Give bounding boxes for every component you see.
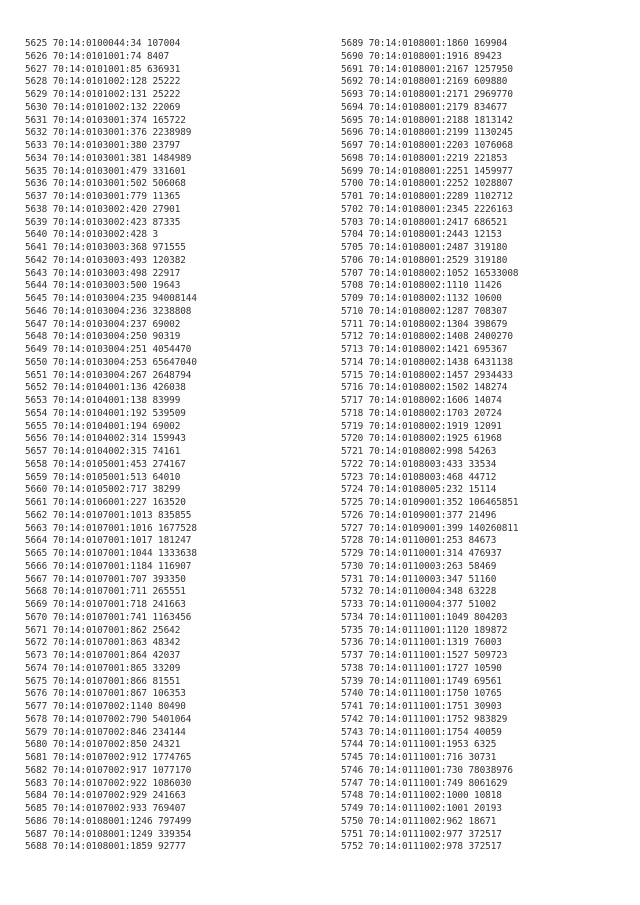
record-row: 5752 70:14:0111002:978 372517 <box>341 841 502 853</box>
record-row: 5674 70:14:0107001:865 33209 <box>25 662 181 674</box>
record-row: 5665 70:14:0107001:1044 1333638 <box>25 548 197 559</box>
record-row: 5698 70:14:0108001:2219 221853 <box>341 152 508 164</box>
record-row: 5712 70:14:0108002:1408 2400270 <box>341 331 513 343</box>
record-row: 5671 70:14:0107001:862 25642 <box>25 624 181 636</box>
record-row: 5630 70:14:0101002:132 22069 <box>25 101 181 113</box>
record-row: 5656 70:14:0104002:314 159943 <box>25 433 186 445</box>
record-row: 5688 70:14:0108001:1859 92777 <box>25 841 186 853</box>
record-row: 5668 70:14:0107001:711 265551 <box>25 586 186 598</box>
record-row: 5713 70:14:0108002:1421 695367 <box>341 344 508 355</box>
record-row: 5750 70:14:0111002:962 18671 <box>341 815 497 827</box>
record-row: 5627 70:14:0101001:85 636931 <box>25 63 181 75</box>
record-row: 5707 70:14:0108002:1052 16533008 <box>341 267 519 279</box>
record-row: 5628 70:14:0101002:128 25222 <box>25 76 181 88</box>
record-row: 5717 70:14:0108002:1606 14074 <box>341 395 502 406</box>
record-row: 5650 70:14:0103004:253 65647040 <box>25 356 197 368</box>
record-row: 5679 70:14:0107002:846 234144 <box>25 726 186 738</box>
record-row: 5715 70:14:0108002:1457 2934433 <box>341 369 513 381</box>
record-row: 5685 70:14:0107002:933 769407 <box>25 803 186 814</box>
record-row: 5677 70:14:0107002:1140 80490 <box>25 701 186 712</box>
record-row: 5639 70:14:0103002:423 87335 <box>25 216 181 228</box>
record-row: 5651 70:14:0103004:267 2648794 <box>25 369 192 381</box>
record-row: 5641 70:14:0103003:368 971555 <box>25 242 186 253</box>
record-row: 5723 70:14:0108003:468 44712 <box>341 471 497 483</box>
record-row: 5635 70:14:0103001:479 331601 <box>25 165 186 177</box>
record-row: 5730 70:14:0110003:263 58469 <box>341 560 497 572</box>
record-row: 5633 70:14:0103001:380 23797 <box>25 140 181 151</box>
record-row: 5673 70:14:0107001:864 42037 <box>25 650 181 661</box>
record-row: 5670 70:14:0107001:741 1163456 <box>25 611 192 623</box>
record-row: 5693 70:14:0108001:2171 2969770 <box>341 89 513 100</box>
record-row: 5653 70:14:0104001:138 83999 <box>25 395 181 406</box>
record-row: 5657 70:14:0104002:315 74161 <box>25 446 181 457</box>
record-row: 5667 70:14:0107001:707 393350 <box>25 573 186 585</box>
record-row: 5664 70:14:0107001:1017 181247 <box>25 535 192 547</box>
record-row: 5695 70:14:0108001:2188 1813142 <box>341 114 513 126</box>
record-row: 5719 70:14:0108002:1919 12091 <box>341 420 502 432</box>
record-row: 5675 70:14:0107001:866 81551 <box>25 675 181 687</box>
record-row: 5691 70:14:0108001:2167 1257950 <box>341 63 513 75</box>
record-row: 5676 70:14:0107001:867 106353 <box>25 688 186 700</box>
record-row: 5751 70:14:0111002:977 372517 <box>341 828 502 840</box>
record-row: 5725 70:14:0109001:352 106465851 <box>341 497 519 508</box>
record-row: 5660 70:14:0105002:717 38299 <box>25 484 181 496</box>
record-row: 5742 70:14:0111001:1752 983829 <box>341 713 508 725</box>
record-row: 5661 70:14:0106001:227 163520 <box>25 497 186 508</box>
record-row: 5744 70:14:0111001:1953 6325 <box>341 739 497 751</box>
record-row: 5662 70:14:0107001:1013 835855 <box>25 509 192 521</box>
record-row: 5632 70:14:0103001:376 2238989 <box>25 127 192 139</box>
record-row: 5684 70:14:0107002:929 241663 <box>25 790 186 802</box>
record-row: 5649 70:14:0103004:251 4054470 <box>25 344 192 355</box>
record-row: 5737 70:14:0111001:1527 509723 <box>341 650 508 661</box>
record-row: 5683 70:14:0107002:922 1086030 <box>25 777 192 789</box>
record-row: 5709 70:14:0108002:1132 10600 <box>341 293 502 304</box>
record-row: 5648 70:14:0103004:250 90319 <box>25 331 181 343</box>
record-row: 5747 70:14:0111001:749 8061629 <box>341 777 508 789</box>
record-row: 5733 70:14:0110004:377 51002 <box>341 599 497 610</box>
record-row: 5711 70:14:0108002:1304 398679 <box>341 318 508 330</box>
record-row: 5634 70:14:0103001:381 1484989 <box>25 152 192 164</box>
record-row: 5722 70:14:0108003:433 33534 <box>341 458 497 470</box>
record-row: 5720 70:14:0108002:1925 61968 <box>341 433 502 445</box>
record-row: 5640 70:14:0103002:428 3 <box>25 229 159 241</box>
record-row: 5655 70:14:0104001:194 69002 <box>25 420 181 432</box>
record-row: 5726 70:14:0109001:377 21496 <box>341 509 497 521</box>
record-row: 5704 70:14:0108001:2443 12153 <box>341 229 502 241</box>
record-row: 5703 70:14:0108001:2417 686521 <box>341 216 508 228</box>
record-row: 5732 70:14:0110004:348 63228 <box>341 586 497 598</box>
record-row: 5697 70:14:0108001:2203 1076068 <box>341 140 513 151</box>
record-row: 5682 70:14:0107002:917 1077170 <box>25 764 192 776</box>
record-row: 5721 70:14:0108002:998 54263 <box>341 446 497 457</box>
record-row: 5702 70:14:0108001:2345 2226163 <box>341 203 513 215</box>
record-row: 5739 70:14:0111001:1749 69561 <box>341 675 502 687</box>
right-column <box>341 38 631 854</box>
record-row: 5699 70:14:0108001:2251 1459977 <box>341 165 513 177</box>
record-row: 5644 70:14:0103003:500 19643 <box>25 280 181 292</box>
record-row: 5727 70:14:0109001:399 140260811 <box>341 522 519 534</box>
record-row: 5731 70:14:0110003:347 51160 <box>341 573 497 585</box>
record-row: 5687 70:14:0108001:1249 339354 <box>25 828 192 840</box>
record-row: 5680 70:14:0107002:850 24321 <box>25 739 181 751</box>
record-row: 5706 70:14:0108001:2529 319180 <box>341 254 508 266</box>
record-row: 5647 70:14:0103004:237 69002 <box>25 318 181 330</box>
record-row: 5643 70:14:0103003:498 22917 <box>25 267 181 279</box>
record-row: 5645 70:14:0103004:235 94008144 <box>25 293 197 304</box>
record-row: 5672 70:14:0107001:863 48342 <box>25 637 181 649</box>
record-row: 5736 70:14:0111001:1319 76003 <box>341 637 502 649</box>
record-row: 5700 70:14:0108001:2252 1028807 <box>341 178 513 190</box>
record-row: 5716 70:14:0108002:1502 148274 <box>341 382 508 394</box>
record-row: 5636 70:14:0103001:502 506068 <box>25 178 186 190</box>
record-row: 5663 70:14:0107001:1016 1677528 <box>25 522 197 534</box>
record-row: 5740 70:14:0111001:1750 10765 <box>341 688 502 700</box>
record-row: 5705 70:14:0108001:2487 319180 <box>341 242 508 253</box>
record-row: 5686 70:14:0108001:1246 797499 <box>25 815 192 827</box>
record-row: 5735 70:14:0111001:1120 189872 <box>341 624 508 636</box>
record-row: 5642 70:14:0103003:493 120382 <box>25 254 186 266</box>
record-row: 5749 70:14:0111002:1001 20193 <box>341 803 502 814</box>
record-row: 5658 70:14:0105001:453 274167 <box>25 458 186 470</box>
record-row: 5694 70:14:0108001:2179 834677 <box>341 101 508 113</box>
record-row: 5666 70:14:0107001:1184 116907 <box>25 560 192 572</box>
record-row: 5708 70:14:0108002:1110 11426 <box>341 280 502 292</box>
record-row: 5654 70:14:0104001:192 539509 <box>25 407 186 419</box>
record-row: 5625 70:14:0100044:34 107004 <box>25 38 181 49</box>
record-row: 5637 70:14:0103001:779 11365 <box>25 191 181 202</box>
record-row: 5743 70:14:0111001:1754 40059 <box>341 726 502 738</box>
record-row: 5678 70:14:0107002:790 5401064 <box>25 713 192 725</box>
record-row: 5689 70:14:0108001:1860 169904 <box>341 38 508 49</box>
record-row: 5714 70:14:0108002:1438 6431138 <box>341 356 513 368</box>
record-row: 5729 70:14:0110001:314 476937 <box>341 548 502 559</box>
record-row: 5701 70:14:0108001:2289 1102712 <box>341 191 513 202</box>
record-row: 5734 70:14:0111001:1049 804203 <box>341 611 508 623</box>
record-row: 5696 70:14:0108001:2199 1130245 <box>341 127 513 139</box>
record-row: 5626 70:14:0101001:74 8407 <box>25 50 170 62</box>
record-row: 5631 70:14:0103001:374 165722 <box>25 114 186 126</box>
record-row: 5659 70:14:0105001:513 64010 <box>25 471 181 483</box>
record-row: 5710 70:14:0108002:1287 708307 <box>341 305 508 317</box>
record-row: 5629 70:14:0101002:131 25222 <box>25 89 181 100</box>
record-row: 5652 70:14:0104001:136 426038 <box>25 382 186 394</box>
record-row: 5692 70:14:0108001:2169 609880 <box>341 76 508 88</box>
record-row: 5669 70:14:0107001:718 241663 <box>25 599 186 610</box>
record-row: 5646 70:14:0103004:236 3238808 <box>25 305 192 317</box>
record-row: 5724 70:14:0108005:232 15114 <box>341 484 497 496</box>
record-row: 5738 70:14:0111001:1727 10590 <box>341 662 502 674</box>
record-row: 5638 70:14:0103002:420 27901 <box>25 203 181 215</box>
record-row: 5681 70:14:0107002:912 1774765 <box>25 752 192 763</box>
record-row: 5748 70:14:0111002:1000 10818 <box>341 790 502 802</box>
left-column <box>25 38 325 854</box>
record-row: 5741 70:14:0111001:1751 30903 <box>341 701 502 712</box>
record-row: 5718 70:14:0108002:1703 20724 <box>341 407 502 419</box>
record-row: 5746 70:14:0111001:730 78038976 <box>341 764 513 776</box>
record-row: 5728 70:14:0110001:253 84673 <box>341 535 497 547</box>
record-row: 5745 70:14:0111001:716 30731 <box>341 752 497 763</box>
record-row: 5690 70:14:0108001:1916 89423 <box>341 50 502 62</box>
